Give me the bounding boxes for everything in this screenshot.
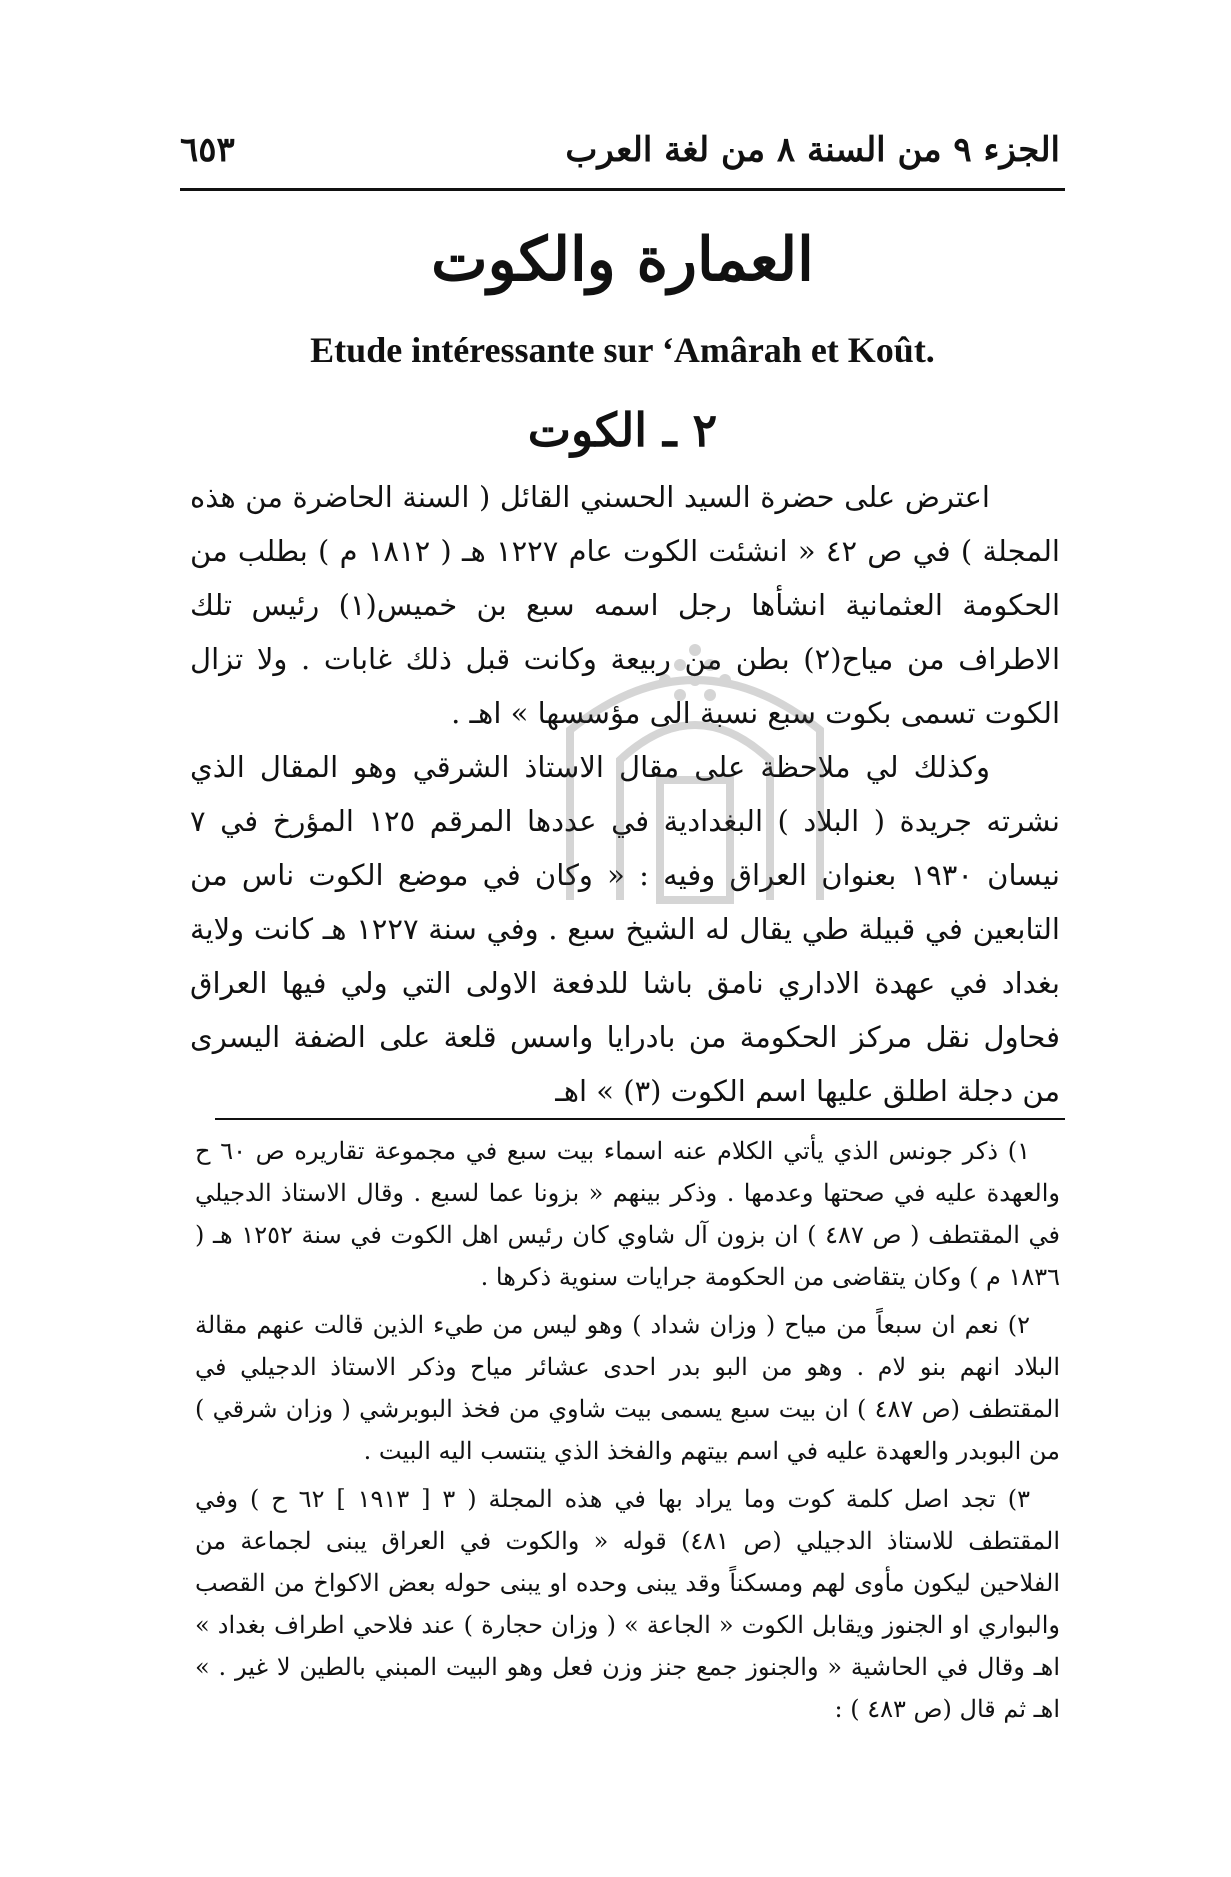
library-watermark-icon <box>530 610 860 910</box>
running-title: الجزء ٩ من السنة ٨ من لغة العرب <box>565 130 1060 170</box>
footnote-rule <box>215 1118 1065 1120</box>
page-number: ٦٥٣ <box>180 130 235 170</box>
header-rule <box>180 188 1065 191</box>
footnote: ٢) نعم ان سبعاً من مياح ( وزان شداد ) وهو ليس من طيء الذين قالت عنهم مقالة البلاد انهم بنو لام . وهو من البو بدر احدى عشائر مياح وذكر الاستاذ الدجيلي في المقتطف (ص ٤٨٧ ) ان بيت سبع يسمى بيت شاوي من فخذ البوبرشي ( وزان شرقي ) من البوبدر والعهدة عليه في اسم بيتهم والفخذ الذي ينتسب اليه البيت . <box>195 1311 1060 1465</box>
footnote: ٣) تجد اصل كلمة كوت وما يراد بها في هذه المجلة ( ٣ [ ١٩١٣ ] ٦٢ ح ) وفي المقتطف للاستاذ الدجيلي (ص ٤٨١) قوله « والكوت في العراق يبنى لجماعة من الفلاحين ليكون مأوى لهم ومسكناً وقد يبنى وحده او يبنى حوله بعض الاكواخ من القصب والبواري او الجنوز ويقابل الكوت « الجاعة » ( وزان حجارة ) عند فلاحي اطراف بغداد » اهـ وقال في الحاشية « والجنوز جمع جنز وزن فعل وهو البيت المبني بالطين لا غير . » اهـ ثم قال (ص ٤٨٣ ) : <box>195 1485 1060 1723</box>
body-paragraph: اعترض على حضرة السيد الحسني القائل ( السنة الحاضرة من هذه المجلة ) في ص ٤٢ « انشئت الكوت عام ١٢٢٧ هـ ( ١٨١٢ م ) بطلب من الحكومة العثمانية انشأها رجل اسمه سبع بن خميس(١) رئيس تلك الاطراف من مياح(٢) بطن من ربيعة وكانت قبل ذلك غابات . ولا تزال الكوت تسمى بكوت سبع نسبة الى مؤسسها » اهـ . <box>190 480 1060 730</box>
footnotes <box>195 1130 1060 1736</box>
footnote: ١) ذكر جونس الذي يأتي الكلام عنه اسماء بيت سبع في مجموعة تقاريره ص ٦٠ ح والعهدة عليه في صحتها وعدمها . وذكر بينهم « بزونا عما لسبع . وقال الاستاذ الدجيلي في المقتطف ( ص ٤٨٧ ) ان بزون آل شاوي كان رئيس اهل الكوت في سنة ١٢٥٢ هـ ( ١٨٣٦ م ) وكان يتقاضى من الحكومة جرايات سنوية ذكرها . <box>195 1137 1061 1291</box>
article-title-french: Etude intéressante sur ‘Amârah et Koût. <box>310 330 935 370</box>
section-subtitle: ٢ ـ الكوت <box>527 403 718 457</box>
body-paragraph: وكذلك لي ملاحظة على مقال الاستاذ الشرقي وهو المقال الذي نشرته جريدة ( البلاد ) البغدادية في عددها المرقم ١٢٥ المؤرخ في ٧ نيسان ١٩٣٠ بعنوان العراق وفيه : « وكان في موضع الكوت ناس من التابعين في قبيلة طي يقال له الشيخ سبع . وفي سنة ١٢٢٧ هـ كانت ولاية بغداد في عهدة الاداري نامق باشا للدفعة الاولى التي ولي فيها العراق فحاول نقل مركز الحكومة من بادرايا واسس قلعة على الضفة اليسرى من دجلة اطلق عليها اسم الكوت (٣) » اهـ <box>190 750 1060 1108</box>
article-title-arabic: العمارة والكوت <box>431 225 814 295</box>
running-header <box>180 120 1060 180</box>
